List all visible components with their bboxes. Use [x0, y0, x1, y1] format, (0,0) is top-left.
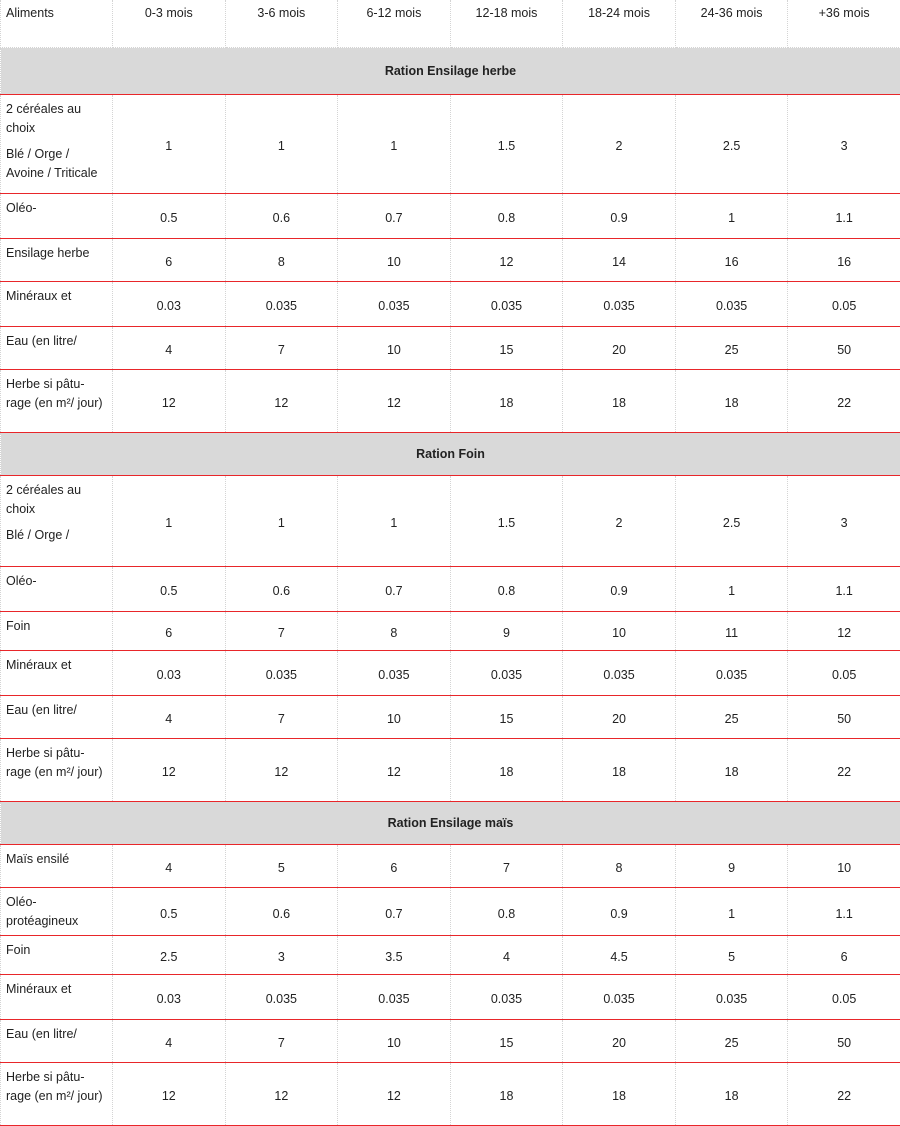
value-cell: 25 — [675, 1020, 788, 1063]
food-cell — [1, 370, 113, 433]
value-cell: 12 — [113, 370, 226, 433]
food-name: Foin — [6, 617, 108, 636]
food-cell — [1, 327, 113, 370]
table-row — [1, 476, 900, 567]
value-cell: 6 — [338, 845, 451, 888]
section-row — [1, 802, 900, 845]
food-name: Minéraux et — [6, 287, 108, 306]
value-cell: 50 — [788, 696, 900, 739]
food-name: Herbe si pâtu-rage (en m²/ jour) — [6, 1068, 108, 1106]
value-cell: 7 — [225, 1020, 338, 1063]
food-cell — [1, 975, 113, 1020]
value-cell: 0.6 — [225, 567, 338, 612]
value-cell: 0.035 — [675, 975, 788, 1020]
value-cell: 18 — [563, 370, 676, 433]
value-cell: 0.035 — [675, 282, 788, 327]
value-cell: 12 — [113, 1063, 226, 1126]
food-cell — [1, 239, 113, 282]
table-row — [1, 370, 900, 433]
value-cell: 6 — [113, 239, 226, 282]
value-cell: 1 — [338, 95, 451, 194]
value-cell: 0.035 — [225, 282, 338, 327]
value-cell: 0.8 — [450, 567, 563, 612]
value-cell: 18 — [675, 739, 788, 802]
value-cell: 6 — [788, 936, 900, 975]
value-cell: 9 — [675, 845, 788, 888]
value-cell: 16 — [675, 239, 788, 282]
value-cell: 18 — [450, 739, 563, 802]
value-cell: 0.5 — [113, 567, 226, 612]
value-cell: 3 — [788, 95, 900, 194]
table-header-row — [1, 0, 900, 48]
table-row — [1, 739, 900, 802]
food-cell — [1, 612, 113, 651]
food-name: Oléo- — [6, 199, 108, 218]
value-cell: 1.5 — [450, 476, 563, 567]
column-header-aliments: Aliments — [1, 0, 113, 48]
value-cell: 0.03 — [113, 282, 226, 327]
value-cell: 18 — [450, 370, 563, 433]
value-cell: 0.03 — [113, 651, 226, 696]
food-cell — [1, 936, 113, 975]
value-cell: 4 — [113, 1020, 226, 1063]
value-cell: 0.8 — [450, 888, 563, 936]
value-cell: 12 — [338, 370, 451, 433]
value-cell: 0.6 — [225, 888, 338, 936]
value-cell: 2 — [563, 476, 676, 567]
section-title: Ration Foin — [1, 433, 900, 476]
value-cell: 0.5 — [113, 888, 226, 936]
value-cell: 4 — [450, 936, 563, 975]
value-cell: 0.035 — [563, 975, 676, 1020]
value-cell: 8 — [563, 845, 676, 888]
value-cell: 0.9 — [563, 888, 676, 936]
table-row — [1, 612, 900, 651]
value-cell: 10 — [338, 239, 451, 282]
value-cell: 7 — [225, 327, 338, 370]
value-cell: 12 — [788, 612, 900, 651]
value-cell: 22 — [788, 370, 900, 433]
food-cell — [1, 476, 113, 567]
value-cell: 5 — [675, 936, 788, 975]
table-row — [1, 282, 900, 327]
value-cell: 7 — [225, 696, 338, 739]
value-cell: 0.035 — [450, 282, 563, 327]
section-title: Ration Ensilage maïs — [1, 802, 900, 845]
value-cell: 3 — [225, 936, 338, 975]
column-header-age: 12-18 mois — [450, 0, 563, 48]
value-cell: 3.5 — [338, 936, 451, 975]
table-row — [1, 1020, 900, 1063]
food-cell — [1, 282, 113, 327]
value-cell: 4 — [113, 327, 226, 370]
food-name: Blé / Orge / — [6, 526, 108, 545]
value-cell: 22 — [788, 739, 900, 802]
table-row — [1, 1063, 900, 1126]
table-row — [1, 95, 900, 194]
value-cell: 15 — [450, 327, 563, 370]
value-cell: 15 — [450, 1020, 563, 1063]
food-name: Minéraux et — [6, 656, 108, 675]
value-cell: 10 — [563, 612, 676, 651]
value-cell: 0.035 — [675, 651, 788, 696]
value-cell: 50 — [788, 1020, 900, 1063]
value-cell: 2.5 — [675, 476, 788, 567]
value-cell: 9 — [450, 612, 563, 651]
value-cell: 0.9 — [563, 567, 676, 612]
food-cell — [1, 845, 113, 888]
value-cell: 1 — [113, 476, 226, 567]
table-row — [1, 845, 900, 888]
value-cell: 0.03 — [113, 975, 226, 1020]
value-cell: 0.7 — [338, 888, 451, 936]
value-cell: 20 — [563, 696, 676, 739]
value-cell: 0.035 — [225, 651, 338, 696]
value-cell: 12 — [225, 1063, 338, 1126]
value-cell: 0.035 — [338, 651, 451, 696]
section-title: Ration Ensilage herbe — [1, 48, 900, 95]
table-row — [1, 888, 900, 936]
section-row — [1, 48, 900, 95]
table-row — [1, 567, 900, 612]
food-name: Blé / Orge / Avoine / Triticale — [6, 145, 108, 183]
value-cell: 20 — [563, 1020, 676, 1063]
value-cell: 1 — [113, 95, 226, 194]
value-cell: 0.9 — [563, 194, 676, 239]
value-cell: 22 — [788, 1063, 900, 1126]
value-cell: 4.5 — [563, 936, 676, 975]
food-name: 2 céréales au choix — [6, 100, 108, 138]
column-header-age: 3-6 mois — [225, 0, 338, 48]
value-cell: 15 — [450, 696, 563, 739]
value-cell: 1 — [225, 476, 338, 567]
food-cell — [1, 888, 113, 936]
value-cell: 10 — [338, 327, 451, 370]
column-header-age: 18-24 mois — [563, 0, 676, 48]
value-cell: 10 — [788, 845, 900, 888]
food-name: Eau (en litre/ — [6, 701, 108, 720]
food-name: Herbe si pâtu-rage (en m²/ jour) — [6, 744, 108, 782]
column-header-age: 0-3 mois — [113, 0, 226, 48]
value-cell: 6 — [113, 612, 226, 651]
value-cell: 18 — [675, 370, 788, 433]
food-cell — [1, 1063, 113, 1126]
value-cell: 2.5 — [113, 936, 226, 975]
column-header-age: 6-12 mois — [338, 0, 451, 48]
value-cell: 25 — [675, 696, 788, 739]
table-row — [1, 975, 900, 1020]
value-cell: 0.035 — [338, 282, 451, 327]
value-cell: 0.035 — [563, 282, 676, 327]
value-cell: 7 — [225, 612, 338, 651]
food-name: Eau (en litre/ — [6, 1025, 108, 1044]
food-name: 2 céréales au choix — [6, 481, 108, 519]
value-cell: 1.5 — [450, 95, 563, 194]
value-cell: 8 — [225, 239, 338, 282]
column-header-age: 24-36 mois — [675, 0, 788, 48]
value-cell: 0.05 — [788, 975, 900, 1020]
table-row — [1, 651, 900, 696]
value-cell: 1 — [675, 567, 788, 612]
table-body — [1, 48, 900, 1126]
value-cell: 18 — [563, 1063, 676, 1126]
value-cell: 0.7 — [338, 194, 451, 239]
food-cell — [1, 95, 113, 194]
value-cell: 0.7 — [338, 567, 451, 612]
food-name: Minéraux et — [6, 980, 108, 999]
food-cell — [1, 1020, 113, 1063]
value-cell: 0.035 — [450, 975, 563, 1020]
food-cell — [1, 696, 113, 739]
value-cell: 0.05 — [788, 651, 900, 696]
table-row — [1, 194, 900, 239]
food-cell — [1, 651, 113, 696]
value-cell: 5 — [225, 845, 338, 888]
food-name: Maïs ensilé — [6, 850, 108, 869]
value-cell: 18 — [450, 1063, 563, 1126]
food-name: Eau (en litre/ — [6, 332, 108, 351]
table-row — [1, 327, 900, 370]
value-cell: 1.1 — [788, 194, 900, 239]
value-cell: 10 — [338, 1020, 451, 1063]
table-row — [1, 239, 900, 282]
food-name: Foin — [6, 941, 108, 960]
food-cell — [1, 194, 113, 239]
value-cell: 50 — [788, 327, 900, 370]
value-cell: 3 — [788, 476, 900, 567]
value-cell: 0.6 — [225, 194, 338, 239]
food-name: Oléo- — [6, 572, 108, 591]
value-cell: 0.035 — [450, 651, 563, 696]
value-cell: 2.5 — [675, 95, 788, 194]
value-cell: 12 — [450, 239, 563, 282]
value-cell: 4 — [113, 696, 226, 739]
value-cell: 1.1 — [788, 888, 900, 936]
value-cell: 1 — [338, 476, 451, 567]
value-cell: 7 — [450, 845, 563, 888]
value-cell: 10 — [338, 696, 451, 739]
food-name: Herbe si pâtu-rage (en m²/ jour) — [6, 375, 108, 413]
value-cell: 0.035 — [338, 975, 451, 1020]
column-header-age: +36 mois — [788, 0, 900, 48]
value-cell: 0.035 — [563, 651, 676, 696]
value-cell: 0.05 — [788, 282, 900, 327]
value-cell: 12 — [338, 1063, 451, 1126]
value-cell: 12 — [338, 739, 451, 802]
value-cell: 4 — [113, 845, 226, 888]
value-cell: 12 — [225, 370, 338, 433]
value-cell: 18 — [675, 1063, 788, 1126]
value-cell: 18 — [563, 739, 676, 802]
value-cell: 14 — [563, 239, 676, 282]
value-cell: 2 — [563, 95, 676, 194]
value-cell: 1 — [675, 194, 788, 239]
food-name: Ensilage herbe — [6, 244, 108, 263]
table-row — [1, 696, 900, 739]
value-cell: 1 — [675, 888, 788, 936]
value-cell: 0.5 — [113, 194, 226, 239]
value-cell: 12 — [225, 739, 338, 802]
section-row — [1, 433, 900, 476]
value-cell: 8 — [338, 612, 451, 651]
value-cell: 0.035 — [225, 975, 338, 1020]
value-cell: 25 — [675, 327, 788, 370]
food-cell — [1, 567, 113, 612]
value-cell: 11 — [675, 612, 788, 651]
value-cell: 16 — [788, 239, 900, 282]
value-cell: 1.1 — [788, 567, 900, 612]
food-cell — [1, 739, 113, 802]
value-cell: 20 — [563, 327, 676, 370]
value-cell: 1 — [225, 95, 338, 194]
value-cell: 12 — [113, 739, 226, 802]
table-row — [1, 936, 900, 975]
food-name: Oléo-protéagineux — [6, 893, 108, 931]
value-cell: 0.8 — [450, 194, 563, 239]
